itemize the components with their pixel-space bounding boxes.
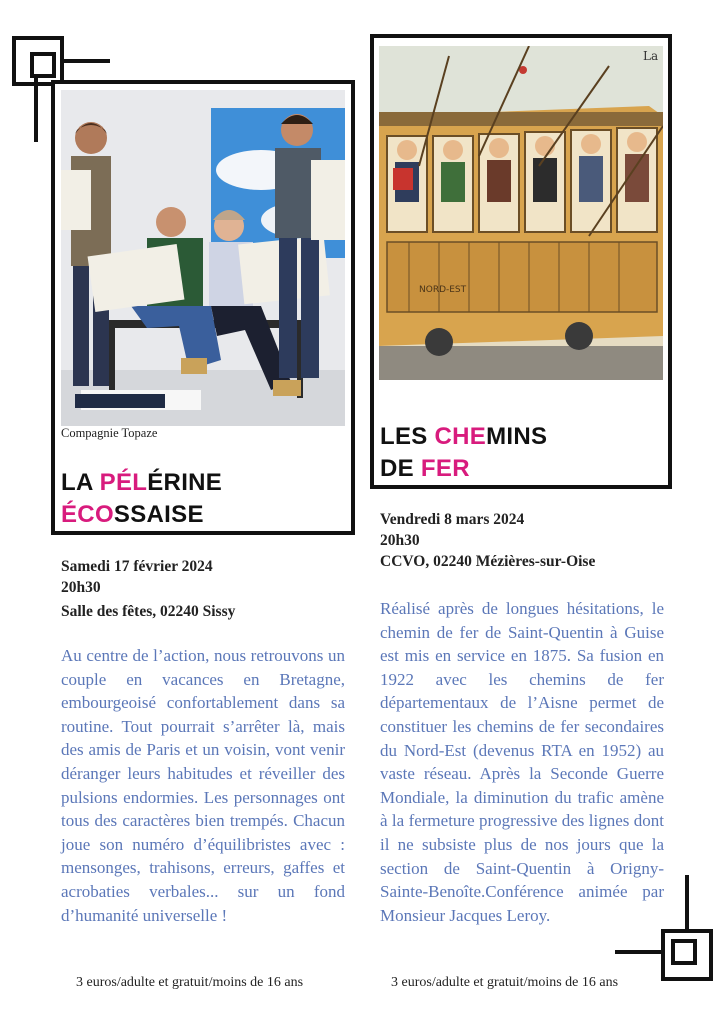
title-left-line-1: LA PÉLÉRINE xyxy=(61,469,223,496)
illustration-text: La xyxy=(643,49,659,63)
event-description-left: Au centre de l’action, nous retrouvons un couple en vacances en Bretagne, embourgeoisé confortablement dans sa routine. Tout pourrait s’arrêter là, mais des amis de Paris et un voisin, vont venir déranger leurs habitudes et réveiller des pulsions endormies. Les personnages ont tous des caractères bien trempés. Chacun joue son numéro d’équilibristes avec : mensonges, trahisons, erreurs, gaffes et acrobaties verbales... sur un fond d’humanité universelle ! xyxy=(61,646,345,925)
event-time-left: 20h30 xyxy=(61,579,101,596)
event-description-right: Réalisé après de longues hésitations, le chemin de fer de Saint-Quentin à Guise est mis en service en 1875. Sa fusion en 1922 avec les chemins de fer départementaux de l’Aisne permet de constituer les chemins de fer secondaires du Nord-Est (devenus RTA en 1952) au vaste réseau. Après la Seconde Guerre Mondiale, la diminution du trafic amène à la fermeture progressive des lignes dont il ne subsiste plus de nos jours que la section de Saint-Quentin à Origny-Sainte-Benoîte.Conférence animée par Monsieur Jacques Leroy. xyxy=(380,599,664,925)
event-title-left xyxy=(61,467,222,531)
train-sign: NORD-EST xyxy=(419,285,467,295)
title-right-line-1: LES CHEMINS xyxy=(380,423,548,450)
event-info-right xyxy=(380,509,595,572)
event-price-right: 3 euros/adulte et gratuit/moins de 16 ans xyxy=(391,975,619,990)
title-right-line-2: DE FER xyxy=(380,455,470,482)
event-date-right: Vendredi 8 mars 2024 xyxy=(380,511,525,528)
event-time-right: 20h30 xyxy=(380,532,420,549)
event-venue-left: Salle des fêtes, 02240 Sissy xyxy=(61,603,236,620)
event-info-left xyxy=(61,556,235,622)
event-date-left: Samedi 17 février 2024 xyxy=(61,558,213,575)
event-price-left: 3 euros/adulte et gratuit/moins de 16 ans xyxy=(76,975,304,990)
event-title-right xyxy=(380,421,547,485)
event-venue-right: CCVO, 02240 Mézières-sur-Oise xyxy=(380,553,596,570)
title-left-line-2: ÉCOSSAISE xyxy=(61,501,204,528)
tram-illustration xyxy=(379,46,663,380)
troupe-photo xyxy=(61,90,345,426)
troupe-caption: Compagnie Topaze xyxy=(61,426,158,440)
